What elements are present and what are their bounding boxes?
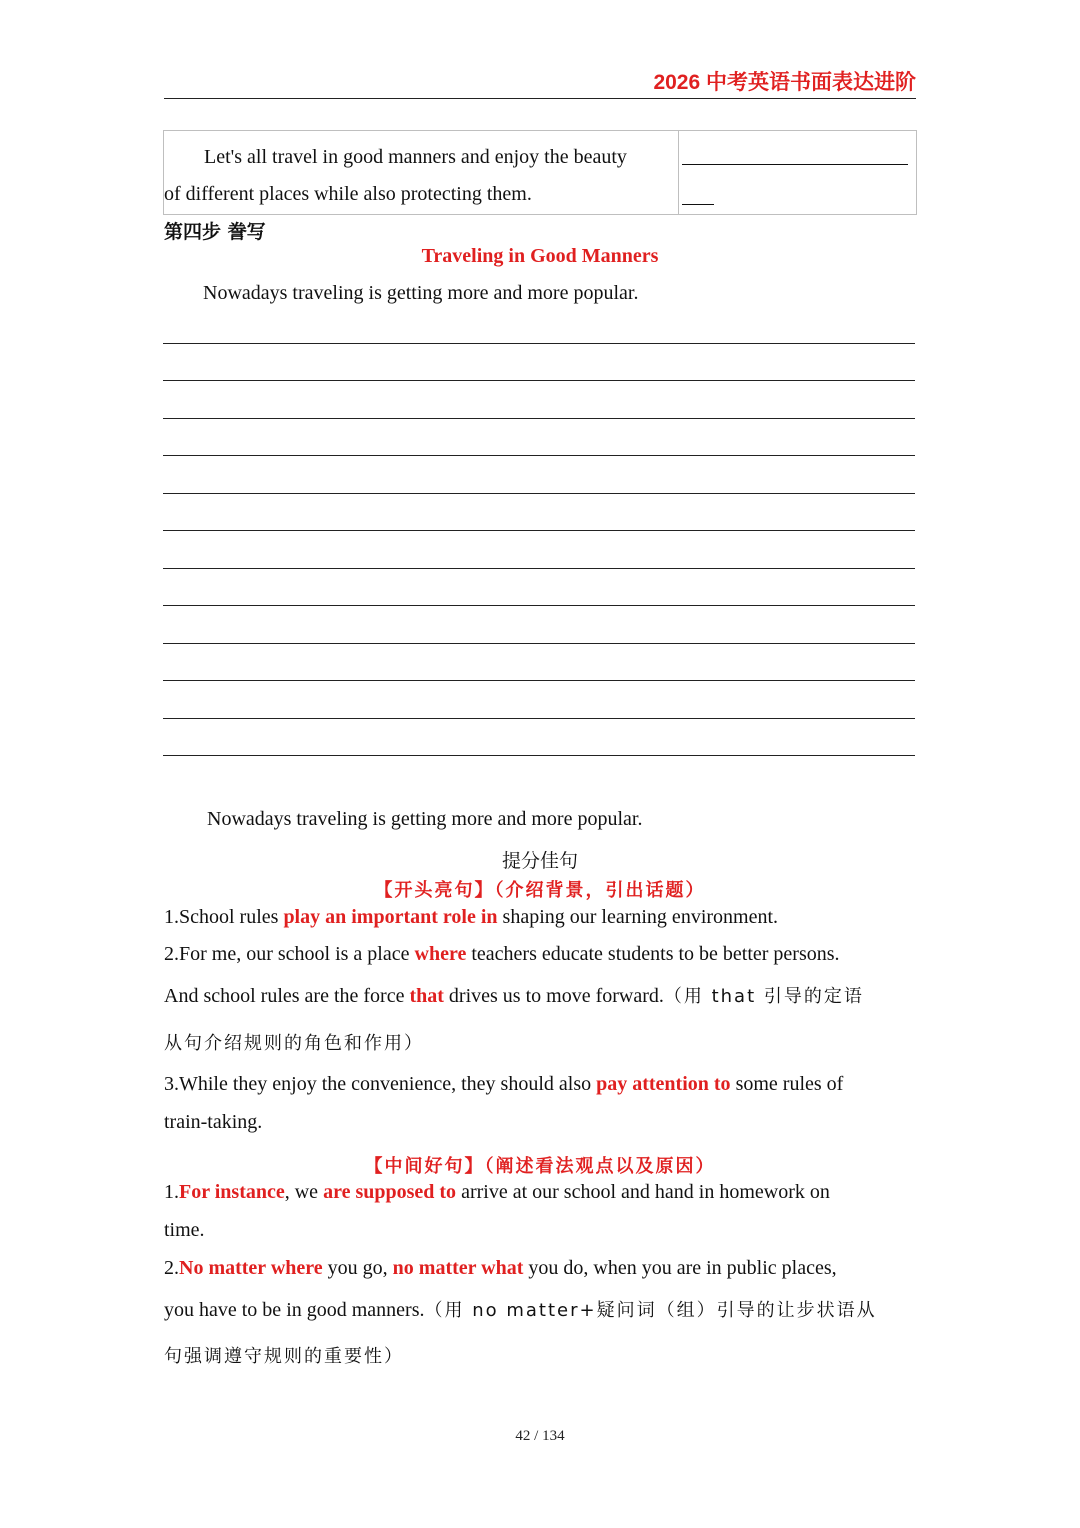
writing-line[interactable] <box>163 755 915 756</box>
step-4-label: 第四步 誊写 <box>164 221 266 243</box>
key-phrase: pay attention to <box>596 1073 731 1095</box>
text: 1. <box>164 1181 179 1203</box>
sentence-opening-1 <box>164 906 916 929</box>
table-line-2: of different places while also protecting them. <box>164 183 532 205</box>
writing-line[interactable] <box>163 418 915 419</box>
sentence-opening-3-line-2: train-taking. <box>164 1111 263 1133</box>
text: you do, when you are in public places, <box>523 1257 837 1279</box>
essay-opening-repeat: Nowadays traveling is getting more and more popular. <box>207 808 643 830</box>
section-heading-opening: 【开头亮句】（介绍背景，引出话题） <box>374 880 706 901</box>
sentence-opening-2-line-1 <box>164 943 916 966</box>
good-sentences-title: 提分佳句 <box>501 850 578 872</box>
answer-blank-line-1[interactable] <box>682 164 908 165</box>
writing-line[interactable] <box>163 680 915 681</box>
text: you go, <box>322 1257 393 1279</box>
text: And school rules are the force <box>164 985 410 1007</box>
key-phrase: play an important role in <box>283 906 498 928</box>
key-phrase: where <box>414 943 467 965</box>
essay-opening-sentence: Nowadays traveling is getting more and more popular. <box>203 282 639 304</box>
section-heading-middle: 【中间好句】（阐述看法观点以及原因） <box>364 1156 716 1177</box>
writing-line[interactable] <box>163 568 915 569</box>
sentence-opening-2-line-2 <box>164 982 916 1008</box>
sentence-table <box>163 130 917 215</box>
sentence-middle-1-line-2: time. <box>164 1219 205 1241</box>
writing-line[interactable] <box>163 343 915 344</box>
sentence-middle-1-line-1 <box>164 1181 916 1204</box>
page-number: 42 / 134 <box>515 1428 565 1444</box>
writing-line[interactable] <box>163 530 915 531</box>
sentence-middle-2-line-2 <box>164 1296 916 1322</box>
text: arrive at our school and hand in homework on <box>456 1181 830 1203</box>
key-phrase: are supposed to <box>323 1181 457 1203</box>
grammar-note-continued: 从句介绍规则的角色和作用） <box>164 1033 424 1054</box>
text: 3.While they enjoy the convenience, they should also <box>164 1073 597 1095</box>
key-phrase: that <box>409 985 444 1007</box>
writing-line[interactable] <box>163 493 915 494</box>
header-title: 2026 中考英语书面表达进阶 <box>653 71 916 94</box>
writing-line[interactable] <box>163 455 915 456</box>
writing-line[interactable] <box>163 718 915 719</box>
table-column-divider <box>678 131 679 214</box>
sentence-middle-2-line-1 <box>164 1257 916 1280</box>
text: , we <box>284 1181 324 1203</box>
text: 2.For me, our school is a place <box>164 943 415 965</box>
text: some rules of <box>730 1073 844 1095</box>
key-phrase: no matter what <box>392 1257 524 1279</box>
writing-line[interactable] <box>163 605 915 606</box>
text: shaping our learning environment. <box>497 906 779 928</box>
grammar-note: （用 no matter+疑问词（组）引导的让步状语从 <box>424 1300 877 1321</box>
text: you have to be in good manners. <box>164 1299 425 1321</box>
table-cell-sentence <box>164 139 672 213</box>
text: 1.School rules <box>164 906 284 928</box>
text: drives us to move forward. <box>443 985 664 1007</box>
key-phrase: For instance <box>179 1181 285 1203</box>
sentence-opening-3-line-1 <box>164 1073 916 1096</box>
text: teachers educate students to be better persons. <box>466 943 840 965</box>
writing-line[interactable] <box>163 643 915 644</box>
answer-blank-line-2[interactable] <box>682 204 714 205</box>
grammar-note: （用 that 引导的定语 <box>663 986 864 1007</box>
essay-title: Traveling in Good Manners <box>421 245 659 267</box>
writing-line[interactable] <box>163 380 915 381</box>
grammar-note-continued: 句强调遵守规则的重要性） <box>164 1346 404 1367</box>
key-phrase: No matter where <box>179 1257 323 1279</box>
header-divider <box>164 98 916 99</box>
table-line-1: Let's all travel in good manners and enjoy the beauty <box>204 146 627 168</box>
text: 2. <box>164 1257 179 1279</box>
